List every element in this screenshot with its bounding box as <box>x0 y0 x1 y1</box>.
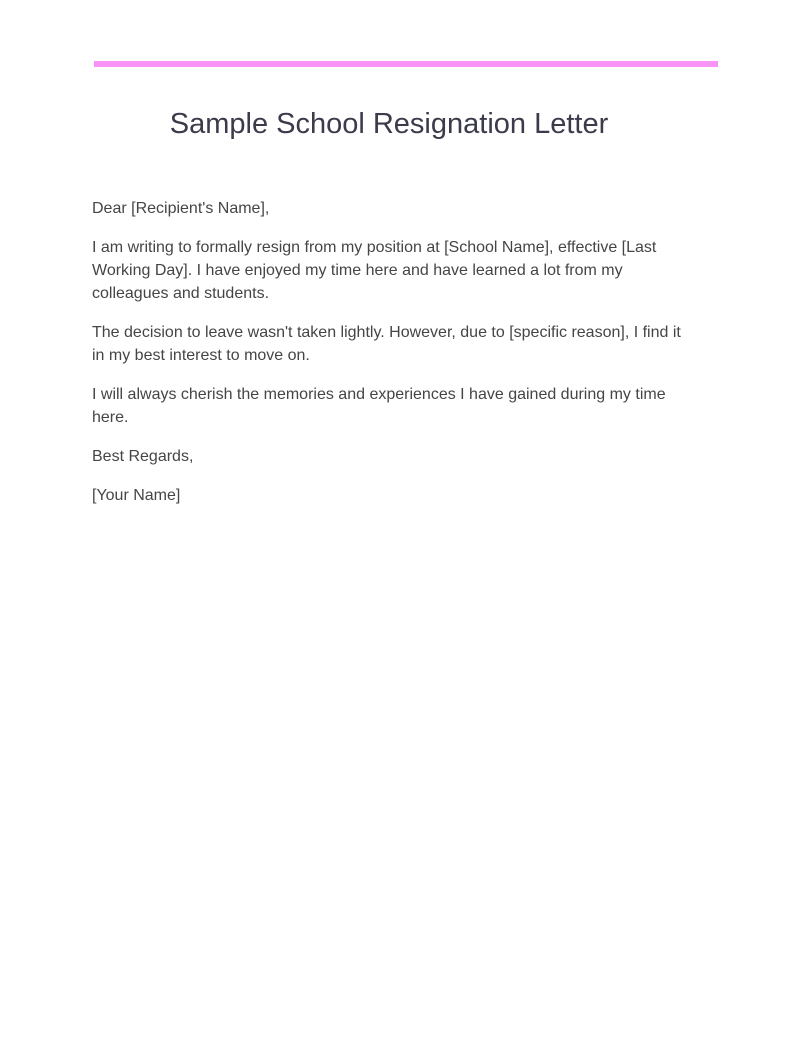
document-title: Sample School Resignation Letter <box>169 108 609 140</box>
salutation: Dear [Recipient's Name], <box>92 200 270 217</box>
signature: [Your Name] <box>92 487 181 504</box>
closing: Best Regards, <box>92 448 194 465</box>
paragraph-reason: The decision to leave wasn't taken lightly. However, due to [specific reason], I find it in my best interest to move on. <box>92 324 681 364</box>
accent-bar <box>94 61 718 67</box>
paragraph-intro: I am writing to formally resign from my position at [School Name], effective [Last Working Day]. I have enjoyed my time here and have learned a lot from my colleagues and students. <box>92 239 657 302</box>
paragraph-gratitude: I will always cherish the memories and experiences I have gained during my time here. <box>92 386 666 426</box>
letter-body <box>92 197 692 523</box>
